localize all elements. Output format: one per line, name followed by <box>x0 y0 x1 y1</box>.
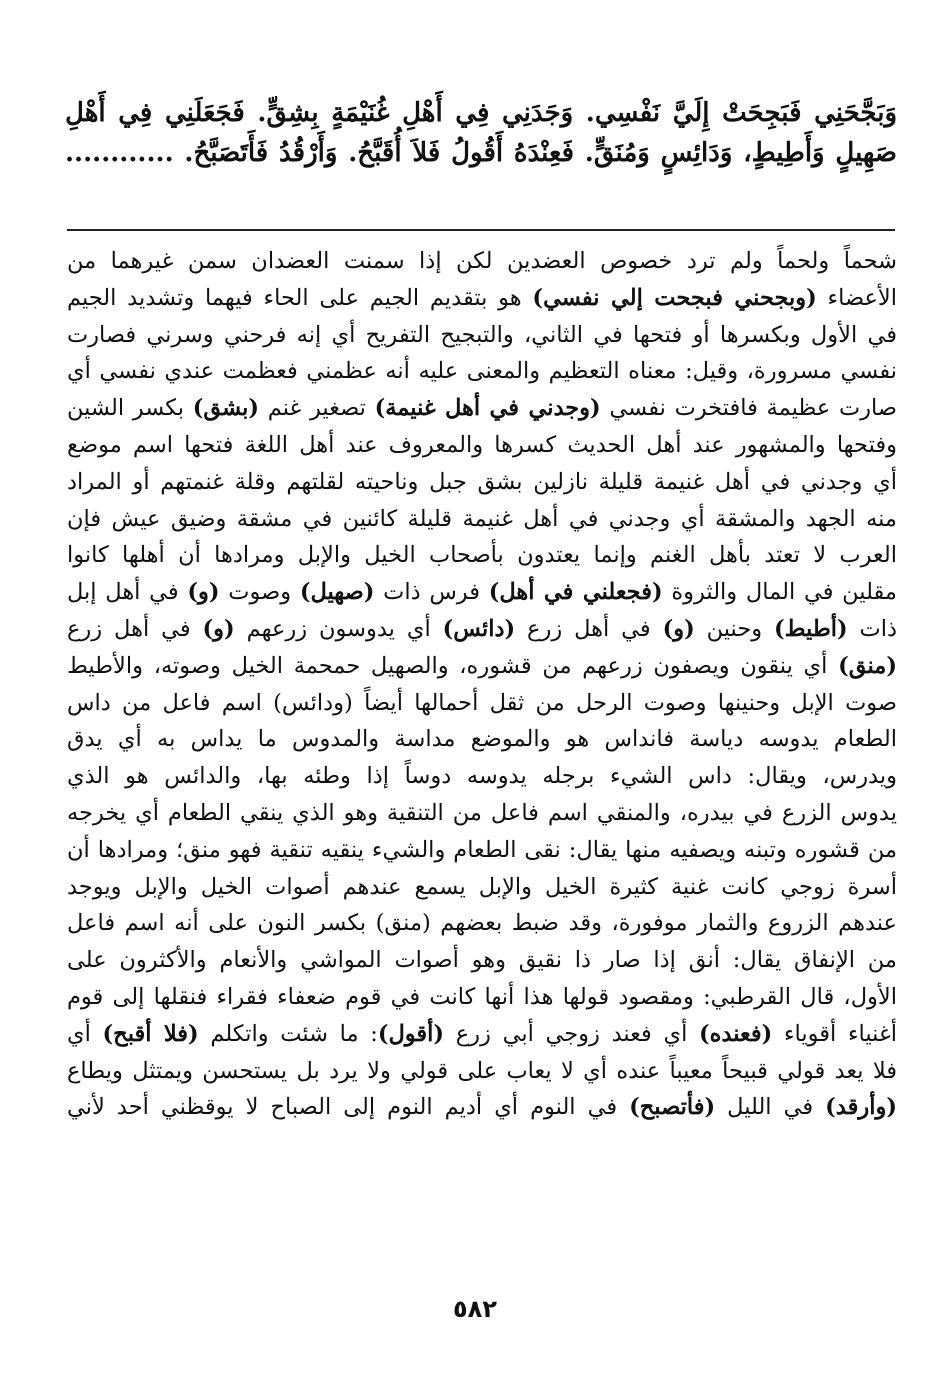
commentary-line: من قشوره وتبنه ويصفيه منها يقال: نقى الطعام والشيء ينقيه تنقية فهو منق؛ ومرادها أن <box>67 836 897 863</box>
commentary-line: (وأرقد) في الليل (فأتصبح) في النوم أي أديم النوم إلى الصباح لا يوقظني أحد لأني <box>67 1094 897 1121</box>
commentary-line: منه الجهد والمشقة أي وجدني في أهل غنيمة قليلة كائنين في مشقة وضيق عيش فإن <box>67 505 897 532</box>
quoted-phrase: (أقول) <box>377 1020 445 1047</box>
commentary-line: صوت الإبل وحنينها وصوت الرحل من ثقل أحمالها أيضاً (ودائس) اسم فاعل من داس <box>67 689 897 716</box>
quoted-phrase: (و) <box>662 615 695 642</box>
commentary-line: (منق) أي ينقون ويصفون زرعهم من قشوره، والصهيل حمحمة الخيل وصوته، والأطيط <box>67 652 897 679</box>
page-number: ٥٨٢ <box>453 1295 497 1323</box>
commentary-line: يدوس الزرع في بيدره، والمنقي اسم فاعل من التنقية وهو الذي ينقي الطعام أي يخرجه <box>67 799 897 826</box>
quoted-phrase: (وجدني في أهل غنيمة) <box>374 395 601 422</box>
commentary-line: الأول، قال القرطبي: ومقصود قولها هذا أنها كانت في قوم ضعفاء فقراء فنقلها إلى قوم <box>67 983 897 1010</box>
hadith-text <box>65 95 897 175</box>
quoted-phrase: (منق) <box>838 652 897 679</box>
quoted-phrase: (فأتصبح) <box>629 1094 716 1121</box>
commentary-line: أي وجدني في أهل غنيمة قليلة نازلين بشق جبل وناحيته لقلتهم وقلة غنمتهم أو المراد <box>67 468 897 495</box>
commentary-line: في الأول وبكسرها أو فتحها في الثاني، والتبجيح التفريح أي إنه فرحني وسرني فصارت <box>67 321 897 348</box>
quoted-phrase: (صهيل) <box>299 579 375 606</box>
commentary-line: من الإنفاق يقال: أنق إذا صار ذا نقيق وهو أصوات المواشي والأنعام والأكثرون على <box>67 947 897 974</box>
commentary-line: شحماً ولحماً ولم ترد خصوص العضدين لكن إذا سمنت العضدان سمن غيرهما من <box>67 248 897 274</box>
quoted-phrase: (بشق) <box>192 395 260 422</box>
quoted-phrase: (فعنده) <box>699 1020 773 1047</box>
commentary-line: ذات (أطيط) وحنين (و) في أهل زرع (دائس) أي يدوسون زرعهم (و) في أهل زرع <box>67 615 897 642</box>
commentary-line: نفسي مسرورة، وقيل: معناه التعظيم والمعنى عليه أنه عظمني فعظمت عندي نفسي أي <box>67 358 897 385</box>
commentary-line: أغنياء أقوياء (فعنده) أي فعند زوجي أبي زرع (أقول): ما شئت واتكلم (فلا أقبح) أي <box>67 1020 897 1047</box>
hadith-line: صَهِيلٍ وَأَطِيطٍ، وَدَائِسٍ وَمُنَقٍّ. فَعِنْدَهُ أَقُولُ فَلاَ أُقَبَّحُ. وَأَرْقُدُ فَأَتَصَبَّحُ. ............ <box>65 138 897 168</box>
quoted-phrase: (وبجحني فبجحت إلي نفسي) <box>532 284 817 311</box>
commentary-line: الأعضاء (وبجحني فبجحت إلي نفسي) هو بتقديم الجيم على الحاء فيهما وتشديد الجيم <box>67 284 897 311</box>
commentary-line: الطعام يدوسه دياسة فانداس هو والموضع مداسة والمدوس ما يداس به أي يدق <box>67 726 897 753</box>
commentary-line: ويدرس، ويقال: داس الشيء برجله يدوسه دوساً إذا وطئه بها، والدائس هو الذي <box>67 763 897 790</box>
quoted-phrase: (فجعلني في أهل) <box>488 579 663 606</box>
commentary-line: عندهم الزروع والثمار موفورة، وقد ضبط بعضهم (منق) بكسر النون على أنه اسم فاعل <box>67 910 897 937</box>
hadith-line: وَبَجَّحَنِي فَبَجِحَتْ إِلَيَّ نَفْسِي. وَجَدَنِي فِي أَهْلِ غُنَيْمَةٍ بِشِقٍّ. فَجَعَلَنِي فِي أَهْلِ <box>65 98 897 128</box>
quoted-phrase: (و) <box>202 615 235 642</box>
commentary-line: فلا يعد قولي قبيحاً معيباً عنده أي لا يعاب على قولي ولا يرد بل يستحسن ويمتثل ويطاع <box>67 1057 897 1084</box>
footnote-divider <box>67 229 895 231</box>
commentary-line: وفتحها والمشهور عند أهل الحديث كسرها والمعروف عند أهل اللغة فتحها اسم موضع <box>67 431 897 458</box>
quoted-phrase: (وأرقد) <box>825 1094 897 1121</box>
quoted-phrase: (أطيط) <box>774 615 848 642</box>
commentary-line: أسرة زوجي كانت غنية كثيرة الخيل والإبل يسمع عندهم أصوات الخيل والإبل ويوجد <box>67 873 897 900</box>
commentary-line: العرب لا تعتد بأهل الغنم وإنما يعتدون بأصحاب الخيل والإبل ومرادها أن أهلها كانوا <box>67 542 897 569</box>
quoted-phrase: (و) <box>187 579 220 606</box>
quoted-phrase: (دائس) <box>442 615 516 642</box>
commentary-text <box>67 243 897 1126</box>
quoted-phrase: (فلا أقبح) <box>102 1020 199 1047</box>
commentary-line: صارت عظيمة فافتخرت نفسي (وجدني في أهل غنيمة) تصغير غنم (بشق) بكسر الشين <box>67 395 897 422</box>
commentary-line: مقلين في المال والثروة (فجعلني في أهل) فرس ذات (صهيل) وصوت (و) في أهل إبل <box>67 579 897 606</box>
